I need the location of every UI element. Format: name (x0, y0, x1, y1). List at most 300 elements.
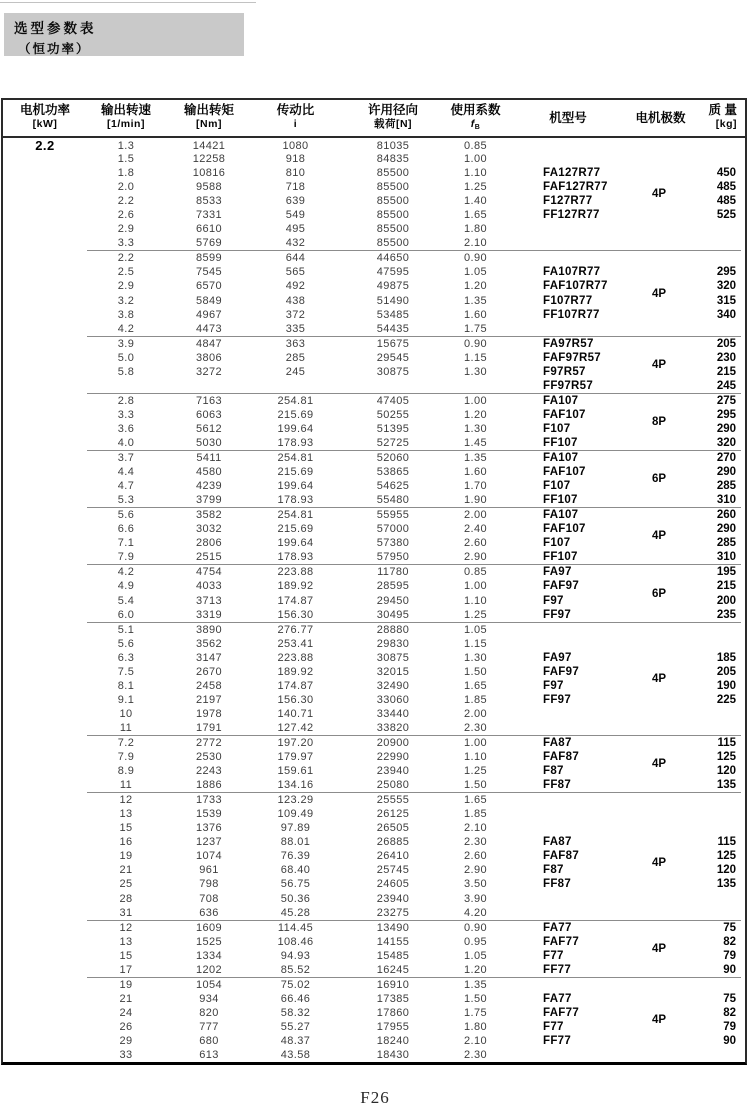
load-cell: 29450 (376, 594, 410, 607)
mass-value: 82 (723, 935, 736, 948)
mass-value: 205 (716, 337, 736, 350)
model-name: F107 (543, 537, 571, 550)
load-cell: 51395 (376, 422, 410, 435)
speed-cell: 2.0 (117, 181, 135, 194)
load-cell: 57950 (376, 551, 410, 564)
speed-cell: 11 (119, 721, 133, 734)
model-row (503, 508, 745, 522)
mass-value: 200 (716, 594, 736, 607)
model-block (503, 394, 745, 450)
model-row (503, 451, 745, 465)
mass-value: 275 (716, 394, 736, 407)
speed-cell: 7.2 (117, 736, 135, 749)
column-header-torque: 输出转矩 [Nm] (183, 103, 234, 130)
torque-cell: 2515 (195, 551, 223, 564)
mass-value: 525 (716, 209, 736, 222)
load-cell: 54435 (376, 322, 410, 335)
load-cell: 20900 (376, 736, 410, 749)
ratio-cell: 66.46 (280, 992, 311, 1005)
speed-cell: 15 (119, 949, 133, 962)
ratio-cell: 199.64 (277, 537, 314, 550)
page-title: 选型参数表 (14, 21, 97, 36)
table-row (3, 1048, 745, 1062)
column-header-model: 机型号 (549, 111, 587, 125)
torque-cell: 820 (199, 1006, 219, 1019)
torque-cell: 10816 (192, 167, 226, 180)
speed-cell: 8.1 (117, 679, 135, 692)
torque-cell: 1202 (195, 963, 223, 976)
torque-cell: 2806 (195, 537, 223, 550)
model-name: FF127R77 (543, 209, 600, 222)
ratio-cell: 215.69 (277, 408, 314, 421)
ratio-cell: 174.87 (277, 594, 314, 607)
torque-cell: 2458 (195, 679, 223, 692)
service-factor-cell: 1.00 (463, 736, 487, 749)
torque-cell: 1074 (195, 850, 223, 863)
service-factor-cell: 1.35 (463, 978, 487, 991)
torque-cell: 6063 (195, 408, 223, 421)
speed-cell: 2.6 (117, 209, 135, 222)
mass-value: 135 (716, 779, 736, 792)
torque-cell: 1237 (195, 836, 223, 849)
service-factor-cell: 2.30 (463, 1049, 487, 1062)
service-factor-cell: 1.75 (463, 1006, 487, 1019)
mass-value: 215 (716, 365, 736, 378)
load-cell: 30875 (376, 365, 410, 378)
table-body (3, 138, 745, 1062)
service-factor-cell: 2.90 (463, 864, 487, 877)
torque-cell: 3799 (195, 494, 223, 507)
model-row (503, 849, 745, 863)
table-group (3, 921, 745, 977)
service-factor-cell: 2.40 (463, 523, 487, 536)
model-name: F87 (543, 765, 564, 778)
torque-cell: 3147 (195, 651, 223, 664)
model-row (503, 337, 745, 351)
load-cell: 55955 (376, 509, 410, 522)
model-name: FF107 (543, 437, 578, 449)
load-cell: 23940 (376, 892, 410, 905)
load-cell: 16910 (376, 978, 410, 991)
torque-cell: 1054 (195, 978, 223, 991)
model-row (503, 422, 745, 436)
torque-cell: 3272 (195, 365, 223, 378)
load-cell: 49875 (376, 280, 410, 293)
mass-value: 135 (716, 878, 736, 891)
mass-value: 205 (716, 665, 736, 678)
torque-cell: 708 (199, 892, 219, 905)
poles-value: 4P (651, 758, 667, 771)
load-cell: 17385 (376, 992, 410, 1005)
service-factor-cell: 1.05 (463, 623, 487, 636)
model-name: FAF97 (543, 665, 580, 678)
load-cell: 15675 (376, 337, 410, 350)
ratio-cell: 156.30 (277, 608, 314, 621)
service-factor-cell: 2.10 (463, 822, 487, 835)
speed-cell: 5.6 (117, 637, 135, 650)
model-name: FA97R57 (543, 337, 594, 350)
service-factor-cell: 1.30 (463, 422, 487, 435)
torque-cell: 5769 (195, 237, 223, 250)
mass-value: 485 (716, 181, 736, 194)
model-name: FA107R77 (543, 266, 601, 279)
poles-value: 6P (651, 587, 667, 600)
load-cell: 18430 (376, 1049, 410, 1062)
torque-cell: 1539 (195, 808, 223, 821)
mass-value: 115 (717, 736, 736, 749)
service-factor-cell: 0.90 (463, 921, 487, 934)
model-name: FF107 (543, 551, 578, 564)
speed-cell: 2.9 (117, 280, 135, 293)
torque-cell: 777 (199, 1020, 219, 1033)
load-cell: 32490 (376, 679, 410, 692)
ratio-cell: 223.88 (277, 651, 314, 664)
load-cell: 54625 (376, 480, 410, 493)
model-name: FF87 (543, 878, 572, 891)
load-cell: 18240 (376, 1034, 410, 1047)
load-cell: 55480 (376, 494, 410, 507)
mass-value: 450 (716, 167, 736, 180)
model-row (503, 166, 745, 180)
load-cell: 13490 (376, 921, 410, 934)
model-row (503, 465, 745, 479)
ratio-cell: 432 (285, 237, 306, 250)
load-cell: 22990 (376, 751, 410, 764)
service-factor-cell: 1.10 (463, 167, 487, 180)
load-cell: 84835 (376, 153, 410, 166)
ratio-cell: 159.61 (277, 765, 314, 778)
mass-value: 225 (716, 693, 736, 706)
torque-cell: 2670 (195, 665, 223, 678)
torque-cell: 1334 (195, 949, 223, 962)
speed-cell: 1.3 (117, 139, 135, 152)
model-row (503, 408, 745, 422)
speed-cell: 16 (119, 836, 133, 849)
model-block (503, 921, 745, 977)
poles-value: 4P (651, 530, 667, 543)
model-row (503, 935, 745, 949)
ratio-cell: 97.89 (280, 822, 311, 835)
model-row (503, 679, 745, 693)
model-row (503, 493, 745, 507)
load-cell: 33440 (376, 707, 410, 720)
table-row (3, 721, 745, 735)
torque-cell: 5612 (195, 422, 223, 435)
load-cell: 29830 (376, 637, 410, 650)
service-factor-cell: 4.20 (463, 906, 487, 919)
table-group (3, 736, 745, 792)
ratio-cell: 254.81 (277, 394, 314, 407)
torque-cell: 7331 (195, 209, 223, 222)
service-factor-cell: 0.90 (463, 337, 487, 350)
model-row (503, 536, 745, 550)
speed-cell: 10 (119, 707, 133, 720)
load-cell: 52725 (376, 437, 410, 449)
column-header-power: 电机功率 [kW] (19, 103, 70, 130)
service-factor-cell: 2.90 (463, 551, 487, 564)
service-factor-cell: 1.80 (463, 1020, 487, 1033)
load-cell: 25745 (376, 864, 410, 877)
speed-cell: 2.9 (117, 223, 135, 236)
service-factor-cell: 3.90 (463, 892, 487, 905)
load-cell: 28880 (376, 623, 410, 636)
mass-value: 125 (716, 751, 736, 764)
speed-cell: 15 (119, 822, 133, 835)
ratio-cell: 76.39 (280, 850, 311, 863)
ratio-cell: 718 (285, 181, 306, 194)
speed-cell: 2.5 (117, 266, 135, 279)
ratio-cell: 156.30 (277, 693, 314, 706)
model-row (503, 579, 745, 593)
speed-cell: 3.3 (117, 408, 135, 421)
torque-cell: 3582 (195, 509, 223, 522)
model-name: FA97 (543, 566, 572, 579)
service-factor-cell: 1.85 (463, 808, 487, 821)
speed-cell: 5.0 (117, 351, 135, 364)
model-name: FAF77 (543, 935, 580, 948)
model-row (503, 665, 745, 679)
mass-value: 340 (716, 308, 736, 321)
poles-value: 6P (651, 473, 667, 486)
service-factor-cell: 1.65 (463, 679, 487, 692)
load-cell: 26505 (376, 822, 410, 835)
service-factor-cell: 1.90 (463, 494, 487, 507)
load-cell: 26125 (376, 808, 410, 821)
speed-cell: 19 (119, 850, 133, 863)
service-factor-cell: 1.65 (463, 209, 487, 222)
load-cell: 11780 (377, 566, 409, 579)
ratio-cell: 549 (285, 209, 306, 222)
load-cell: 30495 (376, 608, 410, 621)
mass-value: 120 (716, 864, 736, 877)
model-name: FA77 (543, 992, 572, 1005)
model-row (503, 550, 745, 564)
ratio-cell: 199.64 (277, 480, 314, 493)
poles-value: 8P (651, 415, 667, 428)
load-cell: 85500 (376, 223, 410, 236)
model-name: F77 (543, 949, 564, 962)
load-cell: 85500 (376, 167, 410, 180)
model-name: FF97 (543, 693, 572, 706)
torque-cell: 7545 (195, 266, 223, 279)
torque-cell: 4967 (195, 308, 223, 321)
speed-cell: 5.4 (117, 594, 135, 607)
service-factor-cell: 1.10 (463, 751, 487, 764)
speed-cell: 1.8 (117, 167, 135, 180)
service-factor-cell: 1.80 (463, 223, 487, 236)
torque-cell: 961 (199, 864, 219, 877)
ratio-cell: 335 (285, 322, 306, 335)
model-row (503, 279, 745, 293)
torque-cell: 8599 (195, 252, 223, 265)
torque-cell: 2243 (195, 765, 223, 778)
table-group (3, 978, 745, 1062)
service-factor-cell: 1.00 (463, 394, 487, 407)
ratio-cell: 565 (285, 266, 306, 279)
speed-cell: 13 (119, 808, 133, 821)
model-name: FF107R77 (543, 308, 600, 321)
service-factor-cell: 2.00 (463, 509, 487, 522)
service-factor-cell: 1.00 (463, 580, 487, 593)
load-cell: 47405 (376, 394, 410, 407)
model-block (503, 992, 745, 1048)
load-cell: 30875 (376, 651, 410, 664)
model-row (503, 265, 745, 279)
scan-artifact-line (0, 2, 256, 3)
service-factor-cell: 1.35 (463, 294, 487, 307)
ratio-cell: 75.02 (280, 978, 311, 991)
page-title-box (4, 13, 244, 56)
torque-cell: 6570 (195, 280, 223, 293)
load-cell: 28595 (376, 580, 410, 593)
service-factor-cell: 1.40 (463, 195, 487, 208)
model-name: FAF87 (543, 751, 580, 764)
table-group (3, 138, 745, 250)
model-row (503, 180, 745, 194)
column-header-poles: 电机极数 (635, 111, 686, 125)
model-name: F107 (543, 480, 571, 493)
ratio-cell: 88.01 (280, 836, 311, 849)
mass-value: 120 (716, 765, 736, 778)
model-row (503, 651, 745, 665)
model-name: FAF107 (543, 466, 586, 479)
ratio-cell: 56.75 (280, 878, 311, 891)
ratio-cell: 179.97 (277, 751, 314, 764)
load-cell: 85500 (376, 181, 410, 194)
torque-cell: 5030 (195, 437, 223, 449)
service-factor-cell: 2.60 (463, 537, 487, 550)
torque-cell: 6610 (195, 223, 223, 236)
power-cell: 2.2 (35, 138, 55, 153)
torque-cell: 7163 (195, 394, 223, 407)
load-cell: 44650 (376, 252, 410, 265)
speed-cell: 6.0 (117, 608, 135, 621)
load-cell: 53485 (376, 308, 410, 321)
speed-cell: 33 (119, 1049, 133, 1062)
service-factor-cell: 1.30 (463, 365, 487, 378)
speed-cell: 26 (119, 1020, 133, 1033)
service-factor-cell: 2.00 (463, 707, 487, 720)
table-row (3, 623, 745, 637)
ratio-cell: 178.93 (277, 437, 314, 449)
model-name: F107R77 (543, 294, 593, 307)
ratio-cell: 372 (285, 308, 306, 321)
service-factor-cell: 1.15 (463, 351, 487, 364)
speed-cell: 6.6 (117, 523, 135, 536)
mass-value: 260 (716, 509, 736, 522)
model-name: FAF87 (543, 850, 580, 863)
model-row (503, 963, 745, 977)
model-name: FF97R57 (543, 379, 594, 392)
ratio-cell: 215.69 (277, 523, 314, 536)
ratio-cell: 199.64 (277, 422, 314, 435)
torque-cell: 613 (199, 1049, 219, 1062)
mass-value: 90 (723, 1034, 736, 1047)
model-name: FF77 (543, 963, 572, 976)
torque-cell: 4239 (195, 480, 223, 493)
table-row (3, 978, 745, 992)
ratio-cell: 178.93 (277, 551, 314, 564)
load-cell: 23275 (376, 906, 410, 919)
ratio-cell: 223.88 (277, 566, 314, 579)
load-cell: 81035 (376, 139, 410, 152)
model-row (503, 949, 745, 963)
speed-cell: 4.2 (117, 566, 135, 579)
model-name: FA127R77 (543, 167, 601, 180)
table-row (3, 906, 745, 920)
table-row (3, 236, 745, 250)
ratio-cell: 276.77 (277, 623, 314, 636)
model-name: FA77 (543, 921, 572, 934)
model-block (503, 166, 745, 222)
service-factor-cell: 1.00 (463, 153, 487, 166)
model-row (503, 863, 745, 877)
speed-cell: 3.7 (117, 452, 135, 465)
service-factor-cell: 1.75 (463, 322, 487, 335)
load-cell: 85500 (376, 209, 410, 222)
speed-cell: 21 (119, 864, 133, 877)
mass-value: 115 (717, 836, 736, 849)
mass-value: 290 (716, 422, 736, 435)
load-cell: 53865 (376, 466, 410, 479)
speed-cell: 3.2 (117, 294, 135, 307)
model-block (503, 508, 745, 564)
mass-value: 79 (723, 949, 736, 962)
ratio-cell: 438 (285, 294, 306, 307)
speed-cell: 24 (119, 1006, 133, 1019)
mass-value: 190 (716, 679, 736, 692)
service-factor-cell: 1.20 (463, 280, 487, 293)
service-factor-cell: 2.30 (463, 721, 487, 734)
torque-cell: 4580 (195, 466, 223, 479)
torque-cell: 2197 (195, 693, 223, 706)
model-block (503, 451, 745, 507)
load-cell: 14155 (376, 935, 410, 948)
model-name: FAF107 (543, 523, 586, 536)
speed-cell: 5.8 (117, 365, 135, 378)
load-cell: 85500 (376, 195, 410, 208)
speed-cell: 11 (119, 779, 133, 792)
ratio-cell: 55.27 (280, 1020, 311, 1033)
ratio-cell: 918 (285, 153, 306, 166)
mass-value: 290 (716, 466, 736, 479)
mass-value: 485 (716, 195, 736, 208)
ratio-cell: 127.42 (277, 721, 314, 734)
model-row (503, 693, 745, 707)
ratio-cell: 363 (285, 337, 306, 350)
table-group (3, 394, 745, 450)
ratio-cell: 109.49 (277, 808, 314, 821)
speed-cell: 4.7 (117, 480, 135, 493)
load-cell: 24605 (376, 878, 410, 891)
speed-cell: 28 (119, 892, 133, 905)
service-factor-cell: 2.60 (463, 850, 487, 863)
ratio-cell: 495 (285, 223, 306, 236)
load-cell: 17955 (376, 1020, 410, 1033)
speed-cell: 25 (119, 878, 133, 891)
model-row (503, 764, 745, 778)
speed-cell: 12 (119, 794, 133, 807)
speed-cell: 21 (119, 992, 133, 1005)
model-name: FF87 (543, 779, 572, 792)
model-name: FAF77 (543, 1006, 580, 1019)
torque-cell: 2530 (195, 751, 223, 764)
speed-cell: 7.5 (117, 665, 135, 678)
torque-cell: 4754 (195, 566, 223, 579)
ratio-cell: 189.92 (277, 665, 314, 678)
service-factor-cell: 2.30 (463, 836, 487, 849)
service-factor-cell: 1.60 (463, 308, 487, 321)
